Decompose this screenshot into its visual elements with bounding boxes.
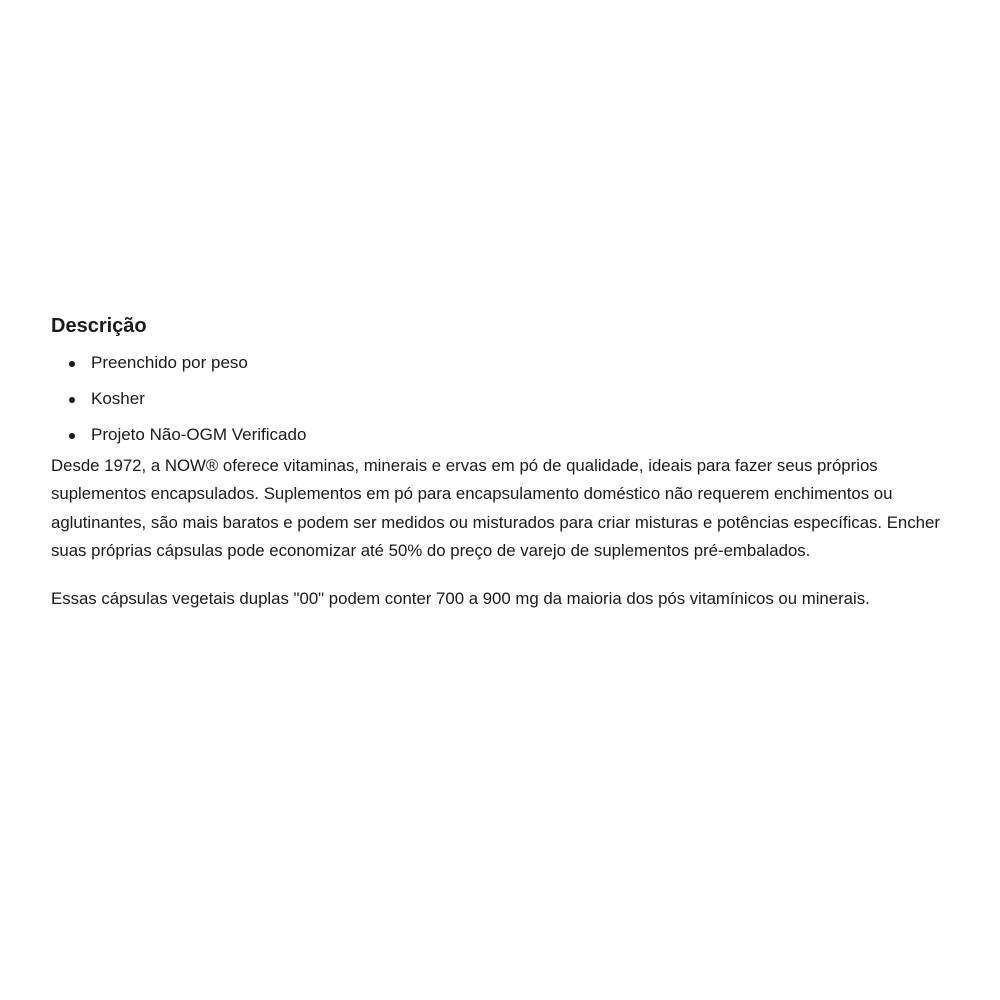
product-description <box>51 312 951 613</box>
description-paragraph: Desde 1972, a NOW® oferece vitaminas, minerais e ervas em pó de qualidade, ideais para fazer seus próprios suplementos encapsulados. Suplementos em pó para encapsulamento doméstico não requerem enchimentos ou aglutinantes, são mais baratos e podem ser medidos ou misturados para criar misturas e potências específicas. Encher suas próprias cápsulas pode economizar até 50% do preço de varejo de suplementos pré-embalados. <box>51 456 940 560</box>
feature-label: Preenchido por peso <box>91 353 248 372</box>
bullet-icon <box>69 433 75 439</box>
description-title: Descrição <box>51 315 147 337</box>
bullet-icon <box>69 361 75 367</box>
feature-item <box>51 387 951 411</box>
feature-label: Kosher <box>91 389 145 408</box>
bullet-icon <box>69 397 75 403</box>
feature-item <box>51 423 951 447</box>
feature-item <box>51 351 951 375</box>
description-paragraph: Essas cápsulas vegetais duplas "00" podem conter 700 a 900 mg da maioria dos pós vitamínicos ou minerais. <box>51 589 870 609</box>
feature-label: Projeto Não-OGM Verificado <box>91 425 307 444</box>
feature-list <box>51 351 951 447</box>
